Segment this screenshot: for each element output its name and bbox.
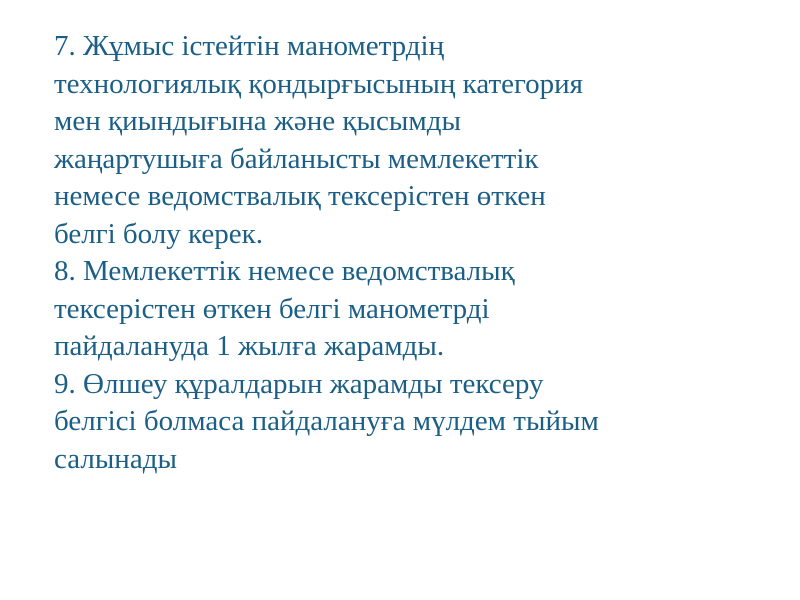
text-line-12: салынады <box>54 442 177 475</box>
text-line-4: жаңартушыға байланысты мемлекеттік <box>54 142 539 175</box>
text-line-5: немесе ведомствалық тексерістен өткен <box>54 180 546 212</box>
text-line-10: 9. Өлшеу құралдарын жарамды тексеру <box>54 367 544 400</box>
text-line-7: 8. Мемлекеттік немесе ведомствалық <box>54 255 515 287</box>
text-line-6: белгі болу керек. <box>54 217 263 250</box>
text-line-2: технологиялық қондырғысының категория <box>54 67 584 100</box>
text-line-11: белгісі болмаса пайдалануға мүлдем тыйым <box>54 405 599 437</box>
text-line-8: тексерістен өткен белгі манометрді <box>54 292 490 325</box>
text-line-9: пайдалануда 1 жылға жарамды. <box>54 330 445 362</box>
text-line-3: мен қиындығына және қысымды <box>54 105 461 137</box>
text-line-1: 7. Жұмыс істейтін манометрдің <box>54 30 445 62</box>
slide-body-text <box>54 28 774 478</box>
